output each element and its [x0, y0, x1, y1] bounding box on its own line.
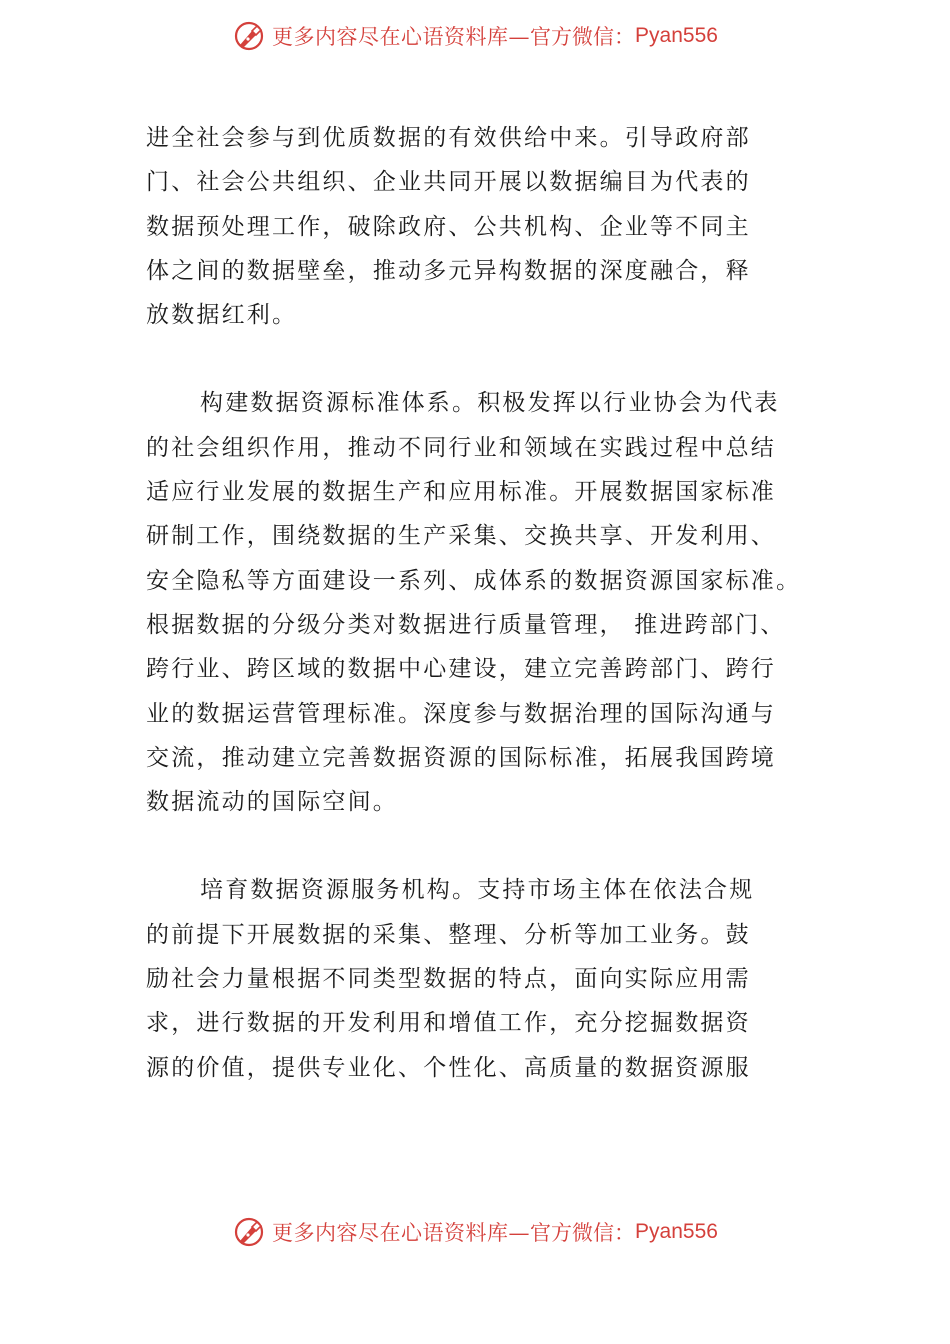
- text-line: 适应行业发展的数据生产和应用标准。开展数据国家标准: [146, 479, 776, 506]
- wechat-id: Pyan556: [635, 1220, 718, 1243]
- banner-text: 更多内容尽在心语资料库—: [272, 25, 531, 49]
- text-line: 交流，推动建立完善数据资源的国际标准，拓展我国跨境: [146, 744, 776, 771]
- text-line: 的前提下开展数据的采集、整理、分析等加工业务。鼓: [146, 921, 751, 948]
- text-line: 数据预处理工作，破除政府、公共机构、企业等不同主: [146, 213, 751, 240]
- header-banner: [0, 16, 950, 56]
- text-line: 跨行业、跨区域的数据中心建设，建立完善跨部门、跨行: [146, 656, 776, 683]
- text-line: 研制工作，围绕数据的生产采集、交换共享、开发利用、: [146, 523, 776, 550]
- wechat-label: 官方微信：: [530, 25, 636, 49]
- text-line: 培育数据资源服务机构。支持市场主体在依法合规: [200, 877, 755, 904]
- text-line: 进全社会参与到优质数据的有效供给中来。引导政府部: [146, 125, 751, 151]
- text-line: 业的数据运营管理标准。深度参与数据治理的国际沟通与: [146, 700, 776, 727]
- footer-banner: [0, 1212, 950, 1252]
- wechat-label: 官方微信：: [530, 1221, 636, 1245]
- paragraph-2: [146, 381, 846, 824]
- text-line: 的社会组织作用，推动不同行业和领域在实践过程中总结: [146, 434, 776, 461]
- text-line: 根据数据的分级分类对数据进行质量管理， 推进跨部门、: [146, 611, 786, 638]
- banner-text: 更多内容尽在心语资料库—: [272, 1221, 531, 1245]
- wechat-id: Pyan556: [635, 24, 718, 47]
- text-line: 放数据红利。: [146, 302, 298, 329]
- document-body: [146, 116, 846, 1090]
- pen-nib-logo-icon: [232, 1215, 266, 1249]
- text-line: 门、社会公共组织、企业共同开展以数据编目为代表的: [146, 169, 751, 196]
- paragraph-1: [146, 116, 846, 337]
- text-line: 安全隐私等方面建设一系列、成体系的数据资源国家标准。: [146, 567, 802, 594]
- text-line: 体之间的数据壁垒，推动多元异构数据的深度融合，释: [146, 257, 751, 284]
- text-line: 构建数据资源标准体系。积极发挥以行业协会为代表: [200, 390, 780, 417]
- text-line: 数据流动的国际空间。: [146, 789, 398, 816]
- text-line: 励社会力量根据不同类型数据的特点，面向实际应用需: [146, 966, 751, 993]
- pen-nib-logo-icon: [232, 19, 266, 53]
- text-line: 源的价值，提供专业化、个性化、高质量的数据资源服: [146, 1054, 751, 1081]
- text-line: 求，进行数据的开发利用和增值工作，充分挖掘数据资: [146, 1010, 751, 1037]
- paragraph-3: [146, 868, 846, 1089]
